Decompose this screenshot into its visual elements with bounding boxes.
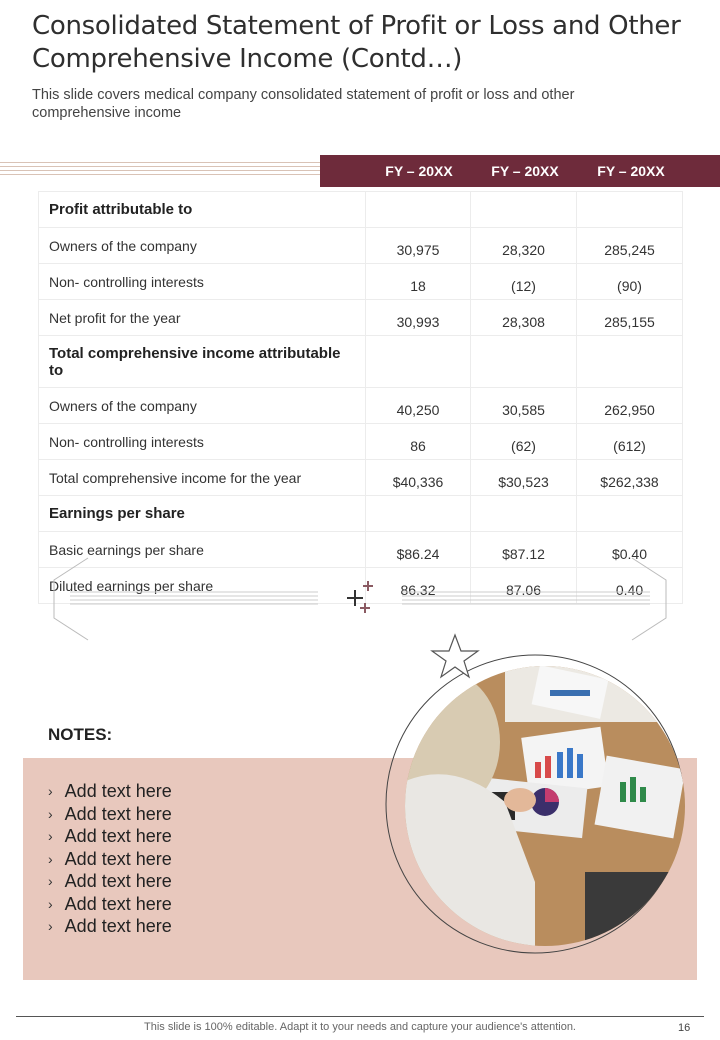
star-icon <box>432 635 478 677</box>
table-header-bar <box>320 155 720 187</box>
chevron-right-icon: › <box>48 850 53 867</box>
office-photo <box>385 632 690 957</box>
table-row <box>39 496 683 532</box>
cell-value: 285,245 <box>577 228 683 264</box>
list-item: › Add text here <box>48 871 172 891</box>
cell-value: 40,250 <box>366 388 471 424</box>
list-item: › Add text here <box>48 803 172 824</box>
cell-value: $262,338 <box>577 460 683 496</box>
cell-value: $0.40 <box>577 532 683 568</box>
section-label: Profit attributable to <box>39 192 366 228</box>
cell-value: $30,523 <box>471 460 577 496</box>
table-row <box>39 192 683 228</box>
list-item: › Add text here <box>48 893 172 914</box>
table-row <box>39 388 683 424</box>
cell-value: 285,155 <box>577 300 683 336</box>
row-label: Basic earnings per share <box>39 532 366 568</box>
list-item: › Add text here <box>48 848 172 869</box>
cell-value: (12) <box>471 264 577 300</box>
chevron-right-icon: › <box>48 805 53 822</box>
cell-value: (90) <box>577 264 683 300</box>
page-title: Consolidated Statement of Profit or Loss and Other Comprehensive Income (Contd…) <box>32 11 681 74</box>
row-label: Net profit for the year <box>39 300 366 336</box>
cell-value: 28,308 <box>471 300 577 336</box>
row-label: Owners of the company <box>39 388 366 424</box>
table-row <box>39 300 683 336</box>
plus-icon <box>347 581 373 613</box>
decorative-lines <box>0 162 320 178</box>
notes-list <box>48 780 172 938</box>
cell-value: 30,993 <box>366 300 471 336</box>
cell-value: 86 <box>366 424 471 460</box>
row-label: Diluted earnings per share <box>39 568 366 604</box>
row-label: Non- controlling interests <box>39 264 366 300</box>
chevron-right-icon: › <box>48 895 53 912</box>
page-number: 16 <box>678 1022 691 1034</box>
cell-value: 86.32 <box>366 568 471 604</box>
cell-value: $87.12 <box>471 532 577 568</box>
row-label: Owners of the company <box>39 228 366 264</box>
footer-text: This slide is 100% editable. Adapt it to your needs and capture your audience's attention. <box>144 1021 576 1033</box>
row-label: Non- controlling interests <box>39 424 366 460</box>
list-item: › Add text here <box>48 916 172 936</box>
section-label: Total comprehensive income attributable to <box>39 336 366 388</box>
cell-value: (612) <box>577 424 683 460</box>
page-subtitle: This slide covers medical company consolidated statement of profit or loss and other comprehensive income <box>32 87 575 121</box>
notes-title: NOTES: <box>48 725 113 744</box>
cell-value: (62) <box>471 424 577 460</box>
table-row <box>39 228 683 264</box>
cell-value: $86.24 <box>366 532 471 568</box>
cell-value: 30,975 <box>366 228 471 264</box>
list-item: › Add text here <box>48 826 172 846</box>
table-row <box>39 424 683 460</box>
cell-value: 0.40 <box>577 568 683 604</box>
financial-table <box>38 191 683 604</box>
cell-value: $40,336 <box>366 460 471 496</box>
section-label: Earnings per share <box>39 496 366 532</box>
list-item: › Add text here <box>48 781 172 801</box>
cell-value: 18 <box>366 264 471 300</box>
table-row <box>39 264 683 300</box>
table-row <box>39 460 683 496</box>
chevron-right-icon: › <box>48 918 53 934</box>
chevron-right-icon: › <box>48 873 53 889</box>
cell-value: 28,320 <box>471 228 577 264</box>
chevron-right-icon: › <box>48 828 53 844</box>
column-header: FY – 20XX <box>385 163 453 179</box>
column-header: FY – 20XX <box>491 163 559 179</box>
column-header: FY – 20XX <box>597 163 665 179</box>
cell-value: 30,585 <box>471 388 577 424</box>
table-row <box>39 336 683 388</box>
cell-value: 87.06 <box>471 568 577 604</box>
chevron-right-icon: › <box>48 783 53 799</box>
cell-value: 262,950 <box>577 388 683 424</box>
decorative-divider <box>50 556 670 642</box>
row-label: Total comprehensive income for the year <box>39 460 366 496</box>
footer-divider <box>16 1016 704 1017</box>
